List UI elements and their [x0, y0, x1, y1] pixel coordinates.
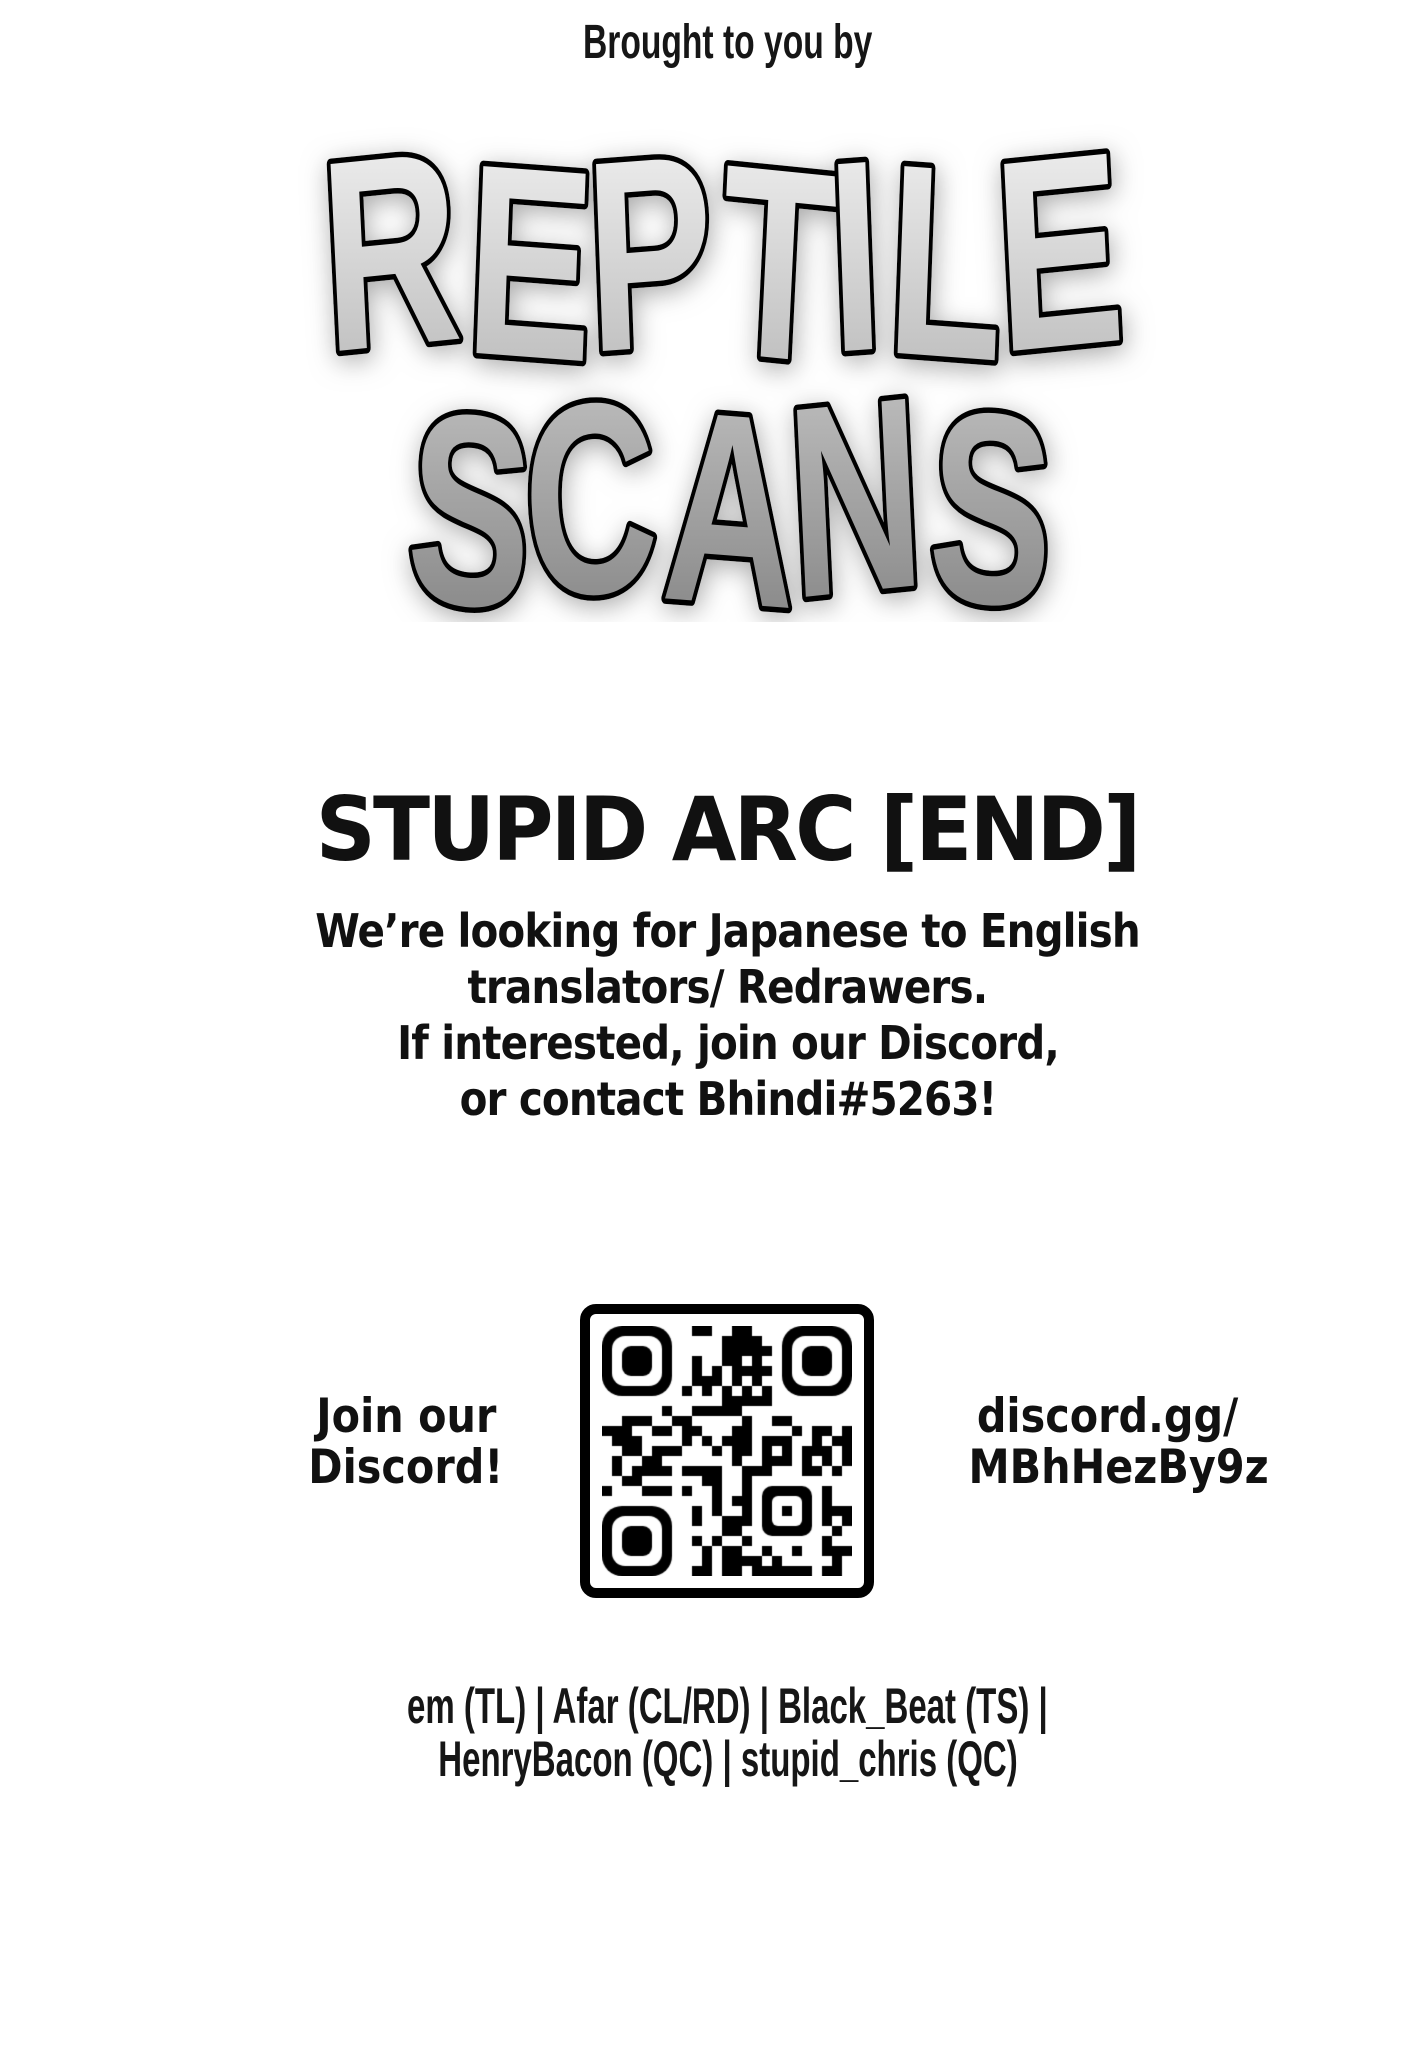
- join-discord-label: Join our Discord!: [308, 1389, 504, 1495]
- credits-line: em (TL) | Afar (CL/RD) | Black_Beat (TS) |: [407, 1678, 1048, 1734]
- tagline-text: Brought to you by: [582, 16, 873, 69]
- discord-url: discord.gg/ MBhHezBy9z: [968, 1389, 1269, 1495]
- qr-code-frame: [580, 1304, 874, 1598]
- recruit-line: If interested, join our Discord,: [396, 1016, 1059, 1071]
- chapter-title: STUPID ARC [END]: [316, 778, 1139, 881]
- staff-credits: [14, 1680, 1427, 1786]
- reptile-scans-logo: [14, 56, 1427, 622]
- recruit-line: or contact Bhindi#5263!: [459, 1072, 996, 1127]
- qr-code: [602, 1326, 852, 1576]
- credits-line: HenryBacon (QC) | stupid_chris (QC): [437, 1731, 1018, 1787]
- recruit-line: translators/ Redrawers.: [467, 960, 988, 1015]
- logo-line-scans: SCANS: [400, 338, 1121, 622]
- recruit-line: We’re looking for Japanese to English: [315, 904, 1140, 958]
- recruitment-text: [14, 903, 1427, 1127]
- logo-line-reptile: REPTILE: [309, 92, 1186, 422]
